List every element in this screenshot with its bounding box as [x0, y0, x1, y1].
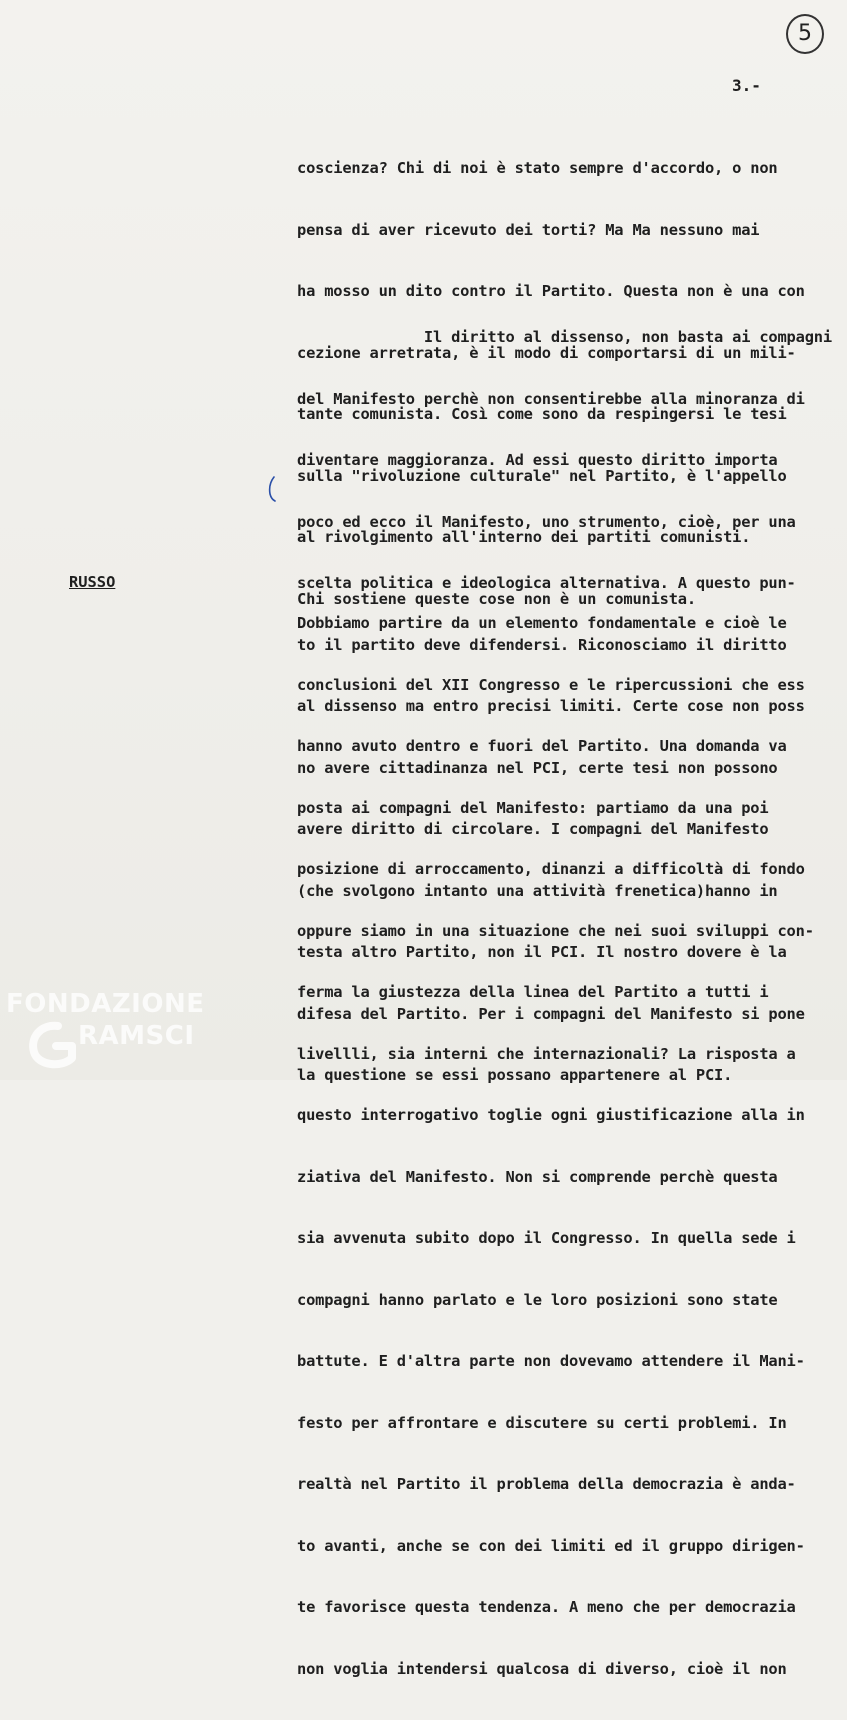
text-line: sia avvenuta subito dopo il Congresso. In quella sede i	[297, 1229, 796, 1247]
text-line: ziativa del Manifesto. Non si comprende perchè questa	[297, 1167, 778, 1186]
text-line: realtà nel Partito il problema della democrazia è anda-	[297, 1475, 796, 1493]
paragraph-3	[297, 572, 847, 1720]
text-line: (che svolgono intanto una attività frenetica)hanno in	[297, 881, 778, 900]
fondazione-gramsci-watermark	[6, 986, 216, 1070]
text-line: avere diritto di circolare. I compagni del Manifesto	[297, 820, 769, 838]
handwritten-margin-mark	[268, 476, 276, 502]
watermark-g-logo	[33, 1026, 72, 1064]
speaker-name: RUSSO	[69, 573, 116, 591]
text-line: del Manifesto perchè non consentirebbe alla minoranza di	[297, 389, 805, 408]
text-line: te favorisce questa tendenza. A meno che per democrazia	[297, 1598, 796, 1616]
text-line: battute. E d'altra parte non dovevamo attendere il Mani-	[297, 1352, 805, 1370]
text-line: al rivolgimento all'interno dei partiti comunisti.	[297, 528, 751, 546]
text-line: poco ed ecco il Manifesto, uno strumento, cioè, per una	[297, 512, 796, 531]
text-line: diventare maggioranza. Ad essi questo diritto importa	[297, 451, 778, 469]
text-line: Il diritto al dissenso, non basta ai compagni	[297, 328, 832, 346]
text-line: questo interrogativo toglie ogni giustificazione alla in	[297, 1106, 805, 1124]
text-line: conclusioni del XII Congresso e le ripercussioni che ess	[297, 675, 805, 694]
text-line: ferma la giustezza della linea del Partito a tutti i	[297, 983, 769, 1001]
archive-page-number: 5	[786, 14, 824, 54]
text-line: cezione arretrata, è il modo di comportarsi di un mili-	[297, 343, 796, 362]
text-line: pensa di aver ricevuto dei torti? Ma Ma nessuno mai	[297, 220, 760, 239]
text-line: livellli, sia interni che internazionali? La risposta a	[297, 1044, 796, 1063]
text-line: non voglia intendersi qualcosa di diverso, cioè il non	[297, 1659, 787, 1678]
watermark-line-2: RAMSCI	[78, 1021, 195, 1051]
text-line: al dissenso ma entro precisi limiti. Certe cose non poss	[297, 697, 805, 715]
text-line: oppure siamo in una situazione che nei suoi sviluppi con-	[297, 921, 814, 940]
text-line: la questione se essi possano appartenere al PCI.	[297, 1066, 733, 1084]
text-line: testa altro Partito, non il PCI. Il nostro dovere è la	[297, 943, 787, 961]
text-line: compagni hanno parlato e le loro posizioni sono state	[297, 1290, 778, 1309]
text-line: difesa del Partito. Per i compagni del Manifesto si pone	[297, 1004, 805, 1023]
text-line: hanno avuto dentro e fuori del Partito. Una domanda va	[297, 737, 787, 755]
text-line: coscienza? Chi di noi è stato sempre d'accordo, o non	[297, 159, 778, 177]
text-line: to avanti, anche se con dei limiti ed il gruppo dirigen-	[297, 1536, 805, 1555]
text-line: posta ai compagni del Manifesto: partiamo da una poi	[297, 798, 769, 817]
text-line: sulla "rivoluzione culturale" nel Partito, è l'appello	[297, 466, 787, 485]
text-line: tante comunista. Così come sono da respingersi le tesi	[297, 405, 787, 423]
text-line: festo per affrontare e discutere su certi problemi. In	[297, 1413, 787, 1432]
typed-page-number: 3.-	[732, 76, 761, 95]
text-line: Chi sostiene queste cose non è un comunista.	[297, 589, 696, 608]
text-line: to il partito deve difendersi. Riconosciamo il diritto	[297, 635, 787, 654]
text-line: posizione di arroccamento, dinanzi a difficoltà di fondo	[297, 860, 805, 878]
text-line: ha mosso un dito contro il Partito. Questa non è una con	[297, 282, 805, 300]
text-line: no avere cittadinanza nel PCI, certe tesi non possono	[297, 758, 778, 777]
text-line: Dobbiamo partire da un elemento fondamentale e cioè le	[297, 614, 787, 632]
text-line: scelta politica e ideologica alternativa. A questo pun-	[297, 574, 796, 592]
watermark-line-1: FONDAZIONE	[6, 989, 205, 1019]
